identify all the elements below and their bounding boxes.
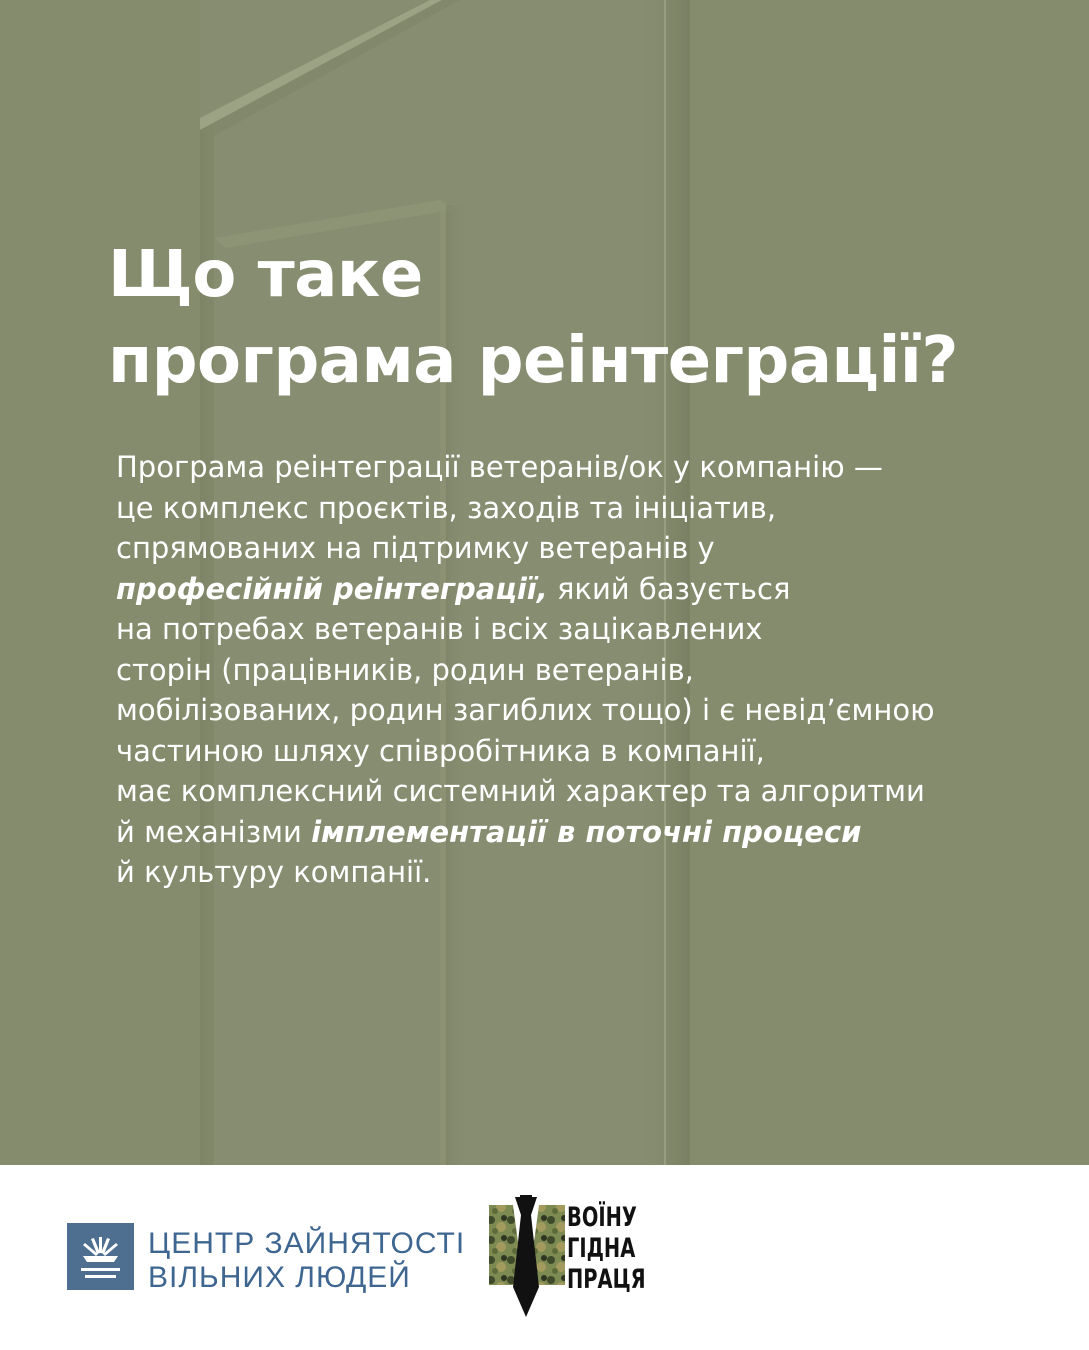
vgp-line-2: ГІДНА	[567, 1233, 636, 1264]
title-line-2: програма реінтеграції?	[108, 324, 958, 398]
vgp-logo-text	[567, 1202, 646, 1295]
description-line: частиною шляху співробітника в компанії,	[116, 733, 765, 768]
page-title	[108, 232, 958, 404]
czvl-line-2: ВІЛЬНИХ ЛЮДЕЙ	[148, 1261, 411, 1294]
description-line: це комплекс проєктів, заходів та ініціатив,	[116, 490, 777, 525]
description-line	[116, 569, 1056, 610]
footer	[0, 1165, 1089, 1350]
description-line	[116, 812, 1056, 853]
tie-camouflage-logo-icon	[487, 1195, 577, 1320]
description-line: сторін (працівників, родин ветеранів,	[116, 652, 694, 687]
emphasis-text: професійній реінтеграції,	[116, 571, 548, 606]
description-fragment: й механізми	[116, 814, 312, 849]
czvl-line-1: ЦЕНТР ЗАЙНЯТОСТІ	[148, 1227, 466, 1260]
description-line: Програма реінтеграції ветеранів/ок у компанію —	[116, 450, 883, 484]
description-line: спрямованих на підтримку ветеранів у	[116, 531, 715, 565]
sunrise-logo-icon	[67, 1223, 134, 1290]
title-line-1: Що таке	[108, 238, 423, 312]
vgp-line-1: ВОЇНУ	[567, 1202, 637, 1233]
description-fragment: який базується	[547, 571, 791, 606]
czvl-logo-text	[148, 1227, 465, 1295]
vgp-line-3: ПРАЦЯ	[567, 1264, 646, 1295]
description-line: й культуру компанії.	[116, 855, 432, 889]
description-text	[116, 447, 1056, 893]
description-line: має комплексний системний характер та алгоритми	[116, 774, 925, 808]
description-line: на потребах ветеранів і всіх зацікавлених	[116, 612, 763, 646]
emphasis-text: імплементації в поточні процеси	[311, 814, 862, 849]
description-line: мобілізованих, родин загиблих тощо) і є невід’ємною	[116, 693, 935, 727]
